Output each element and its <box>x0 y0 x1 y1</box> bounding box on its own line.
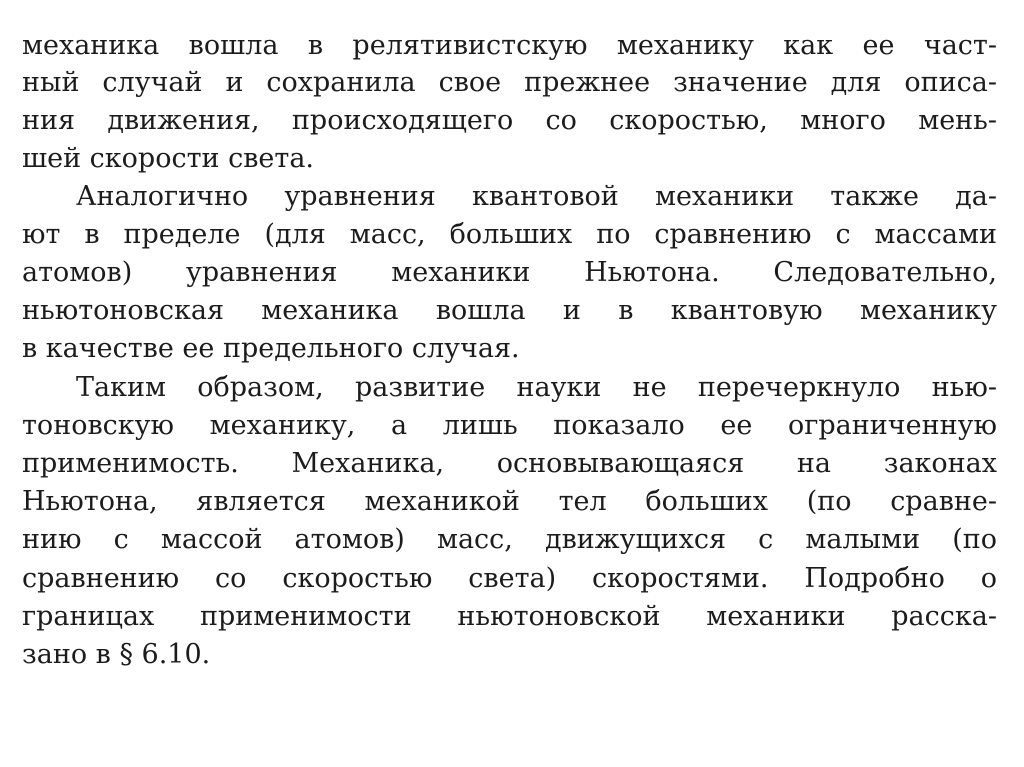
text-line: ньютоновская механика вошла и в квантовую механику <box>22 295 997 326</box>
text-line: тоновскую механику, а лишь показало ее ограниченную <box>22 410 997 441</box>
text-line: шей скорости света. <box>22 143 315 174</box>
text-line: применимость. Механика, основывающаяся на законах <box>22 448 997 479</box>
text-line: ния движения, происходящего со скоростью, много мень- <box>22 105 997 136</box>
text-line: ют в пределе (для масс, больших по сравнению с массами <box>22 219 997 250</box>
text-line: сравнению со скоростью света) скоростями. Подробно о <box>22 563 997 594</box>
text-line: нию с массой атомов) масс, движущихся с малыми (по <box>22 524 997 555</box>
paragraph-first-line: Аналогично уравнения квантовой механики также да- <box>76 181 997 212</box>
paragraph-first-line: Таким образом, развитие науки не перечеркнуло нью- <box>76 372 997 403</box>
text-line: границах применимости ньютоновской механики расска- <box>22 601 997 632</box>
text-line: атомов) уравнения механики Ньютона. Следовательно, <box>22 257 997 288</box>
text-line: Ньютона, является механикой тел больших (по сравне- <box>22 486 997 517</box>
text-line: механика вошла в релятивистскую механику как ее част- <box>22 30 997 61</box>
text-line: зано в § 6.10. <box>22 639 211 670</box>
text-line: в качестве ее предельного случая. <box>22 333 520 364</box>
text-line: ный случай и сохранила свое прежнее значение для описа- <box>22 67 997 98</box>
